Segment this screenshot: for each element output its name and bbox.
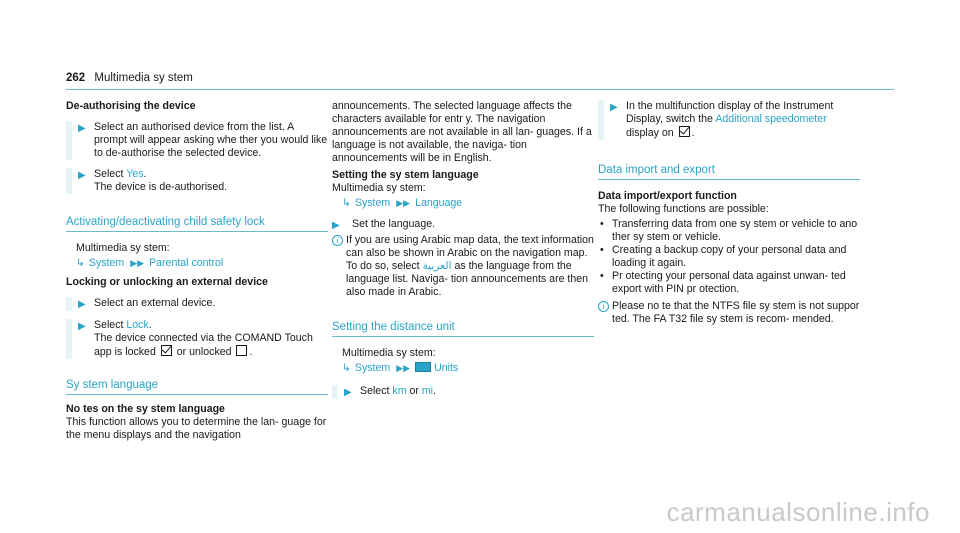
checked-checkbox-icon — [161, 345, 172, 356]
child-menu-path — [76, 257, 328, 270]
data-function-heading: Data import/export function — [598, 190, 737, 202]
path-parental-control[interactable]: Parental control — [149, 257, 224, 269]
step-arrow-icon: ▶ — [610, 102, 618, 113]
child-intro: Multimedia sy stem: — [76, 242, 170, 254]
arabic-option[interactable]: العربية — [422, 260, 452, 272]
lock-step-2: ▶ Select Lock. The device connected via the COMAND Touch app is locked or unlocked . — [66, 319, 328, 359]
distance-intro: Multimedia sy stem: — [342, 347, 436, 359]
list-item: • Creating a backup copy of your personal data and loading it again. — [598, 244, 860, 270]
step-arrow-icon: ▶ — [78, 123, 86, 134]
info-icon: i — [598, 300, 612, 326]
select-unit-step: ▶ Select km or mi. — [332, 385, 594, 399]
path-chevron-icon: ▶▶ — [396, 198, 411, 208]
list-item: • Transferring data from one sy stem or vehicle to ano ther sy stem or vehicle. — [598, 218, 860, 244]
data-intro: The following functions are possible: — [598, 203, 769, 215]
setting-intro: Multimedia sy stem: — [332, 182, 426, 194]
data-import-export-title: Data import and export — [598, 164, 860, 180]
path-language[interactable]: Language — [415, 197, 463, 209]
lang-notes-heading: No tes on the sy stem language — [66, 403, 225, 415]
lock-heading: Locking or unlocking an external device — [66, 276, 268, 288]
path-chevron-icon: ▶▶ — [130, 258, 145, 268]
column-3 — [598, 100, 860, 326]
path-system[interactable]: System — [354, 197, 391, 209]
menu-hook-icon: ↳ — [342, 362, 351, 374]
checked-checkbox-icon — [679, 126, 690, 137]
distance-unit-title: Setting the distance unit — [332, 321, 594, 337]
step-arrow-icon: ▶ — [332, 220, 340, 231]
page-header-title: Multimedia sy stem — [94, 72, 193, 84]
lang-notes-text: This function allows you to determine the lan- guage for the menu displays and the navigation — [66, 416, 327, 441]
page-header — [66, 72, 193, 85]
yes-option[interactable]: Yes — [126, 168, 144, 180]
header-rule — [66, 89, 894, 90]
watermark: carmanualsonline.info — [666, 497, 930, 527]
list-item: • Pr otecting your personal data against unwan- ted export with PIN pr otection. — [598, 270, 860, 296]
ntfs-info-note: i Please no te that the NTFS file sy stem is not suppor ted. The FA T32 file sy stem is recom- mended. — [598, 300, 860, 326]
lang-notes-continued: announcements. The selected language affects the characters available for entr y. The navigation announcements are not available in all lan- guages. If a language is not available, the naviga- tion announcements will be in English. — [332, 100, 592, 164]
set-language-step: ▶ Set the language. — [332, 218, 436, 231]
units-icon — [415, 362, 431, 372]
step-arrow-icon: ▶ — [344, 387, 352, 398]
mi-option[interactable]: mi — [421, 385, 434, 397]
lock-step-1: ▶ Select an external device. — [66, 297, 328, 311]
path-system[interactable]: System — [354, 362, 391, 374]
info-icon: i — [332, 234, 346, 299]
deauth-step-2: ▶ Select Yes. The device is de-authorised. — [66, 168, 328, 194]
setting-language-heading: Setting the sy stem language — [332, 169, 479, 181]
step-arrow-icon: ▶ — [78, 170, 86, 181]
menu-hook-icon: ↳ — [342, 197, 351, 209]
units-menu-path — [342, 362, 594, 375]
functions-list — [598, 218, 860, 296]
arabic-info-note: i If you are using Arabic map data, the text information can also be shown in Arabic on the navigation map. To do so, select العربية as the language from the language list. Naviga- tion announcements are then also made in Arabic. — [332, 234, 594, 299]
additional-speedometer-option[interactable]: Additional speedometer — [715, 113, 827, 125]
system-language-title: Sy stem language — [66, 379, 328, 395]
menu-hook-icon: ↳ — [76, 257, 85, 269]
path-units[interactable]: Units — [434, 362, 459, 374]
path-system[interactable]: System — [88, 257, 125, 269]
km-option[interactable]: km — [392, 385, 407, 397]
column-1 — [66, 100, 328, 442]
unchecked-checkbox-icon — [236, 345, 247, 356]
lock-option[interactable]: Lock — [126, 319, 149, 331]
column-2 — [332, 100, 594, 399]
page-number: 262 — [66, 72, 86, 84]
language-menu-path — [342, 197, 594, 210]
step-arrow-icon: ▶ — [78, 321, 86, 332]
multifunction-step: ▶ In the multifunction display of the Instrument Display, switch the Additional speedometer display on . — [598, 100, 860, 140]
child-safety-title: Activating/deactivating child safety lock — [66, 216, 328, 232]
step-arrow-icon: ▶ — [78, 299, 86, 310]
path-chevron-icon: ▶▶ — [396, 363, 411, 373]
deauth-step-1: ▶ Select an authorised device from the list. A prompt will appear asking whe ther you would like to de-authorise the selected device. — [66, 121, 328, 160]
deauth-heading: De-authorising the device — [66, 100, 196, 112]
